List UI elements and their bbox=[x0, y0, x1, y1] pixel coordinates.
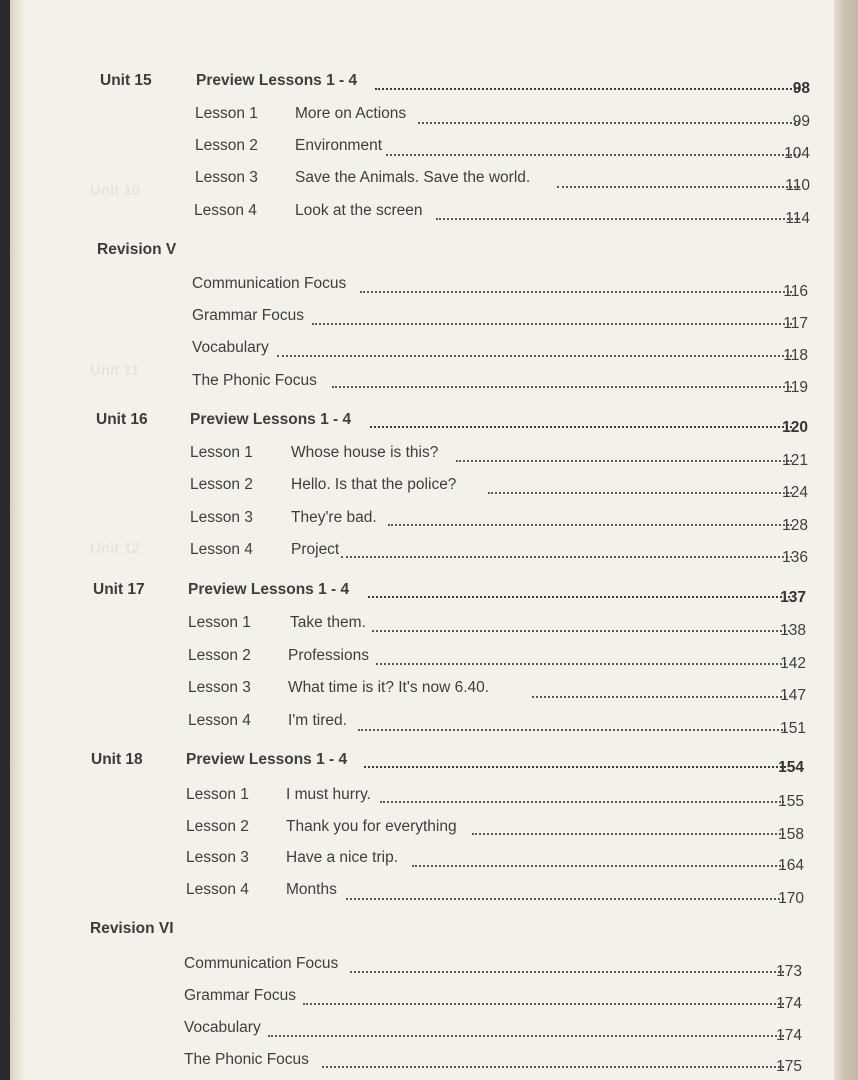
toc-entry-lesson[interactable] bbox=[0, 541, 858, 565]
lesson-title: I must hurry. bbox=[286, 786, 371, 803]
entry-title: Preview Lessons 1 - 4 bbox=[196, 72, 358, 89]
toc-entry-lesson[interactable] bbox=[0, 202, 858, 226]
lesson-title: Professions bbox=[288, 647, 369, 664]
lesson-title: Thank you for everything bbox=[286, 818, 457, 835]
toc-entry-lesson[interactable] bbox=[0, 786, 858, 810]
toc-entry-lesson[interactable] bbox=[0, 137, 858, 161]
dot-leader bbox=[376, 663, 786, 665]
dot-leader bbox=[350, 971, 784, 973]
lesson-title: Environment bbox=[295, 137, 383, 154]
lesson-title: Project bbox=[291, 541, 340, 558]
page-edge bbox=[10, 0, 24, 1080]
toc-entry-lesson[interactable] bbox=[0, 818, 858, 842]
toc-page bbox=[24, 0, 834, 1080]
dot-leader bbox=[488, 492, 792, 494]
page-number: 104 bbox=[784, 145, 810, 162]
page-number: 98 bbox=[792, 80, 810, 97]
dot-leader bbox=[388, 524, 792, 526]
lesson-title: Whose house is this? bbox=[291, 444, 439, 461]
revision-item-title: Communication Focus bbox=[192, 275, 347, 292]
dot-leader bbox=[277, 355, 792, 357]
page-number: 154 bbox=[778, 759, 804, 776]
lesson-label: Lesson 3 bbox=[188, 679, 251, 696]
page-number: 117 bbox=[783, 315, 808, 332]
revision-item-title: The Phonic Focus bbox=[192, 372, 317, 389]
dot-leader bbox=[360, 291, 792, 293]
lesson-title: What time is it? It's now 6.40. bbox=[288, 679, 490, 696]
dot-leader bbox=[557, 186, 800, 188]
lesson-title: Look at the screen bbox=[295, 202, 423, 219]
page-number: 164 bbox=[778, 857, 804, 874]
bleed-through-text: Unit 11 bbox=[90, 362, 140, 379]
bleed-through-text: Unit 10 bbox=[90, 182, 141, 199]
dot-leader bbox=[456, 460, 792, 462]
toc-entry-unit-15-preview[interactable] bbox=[0, 72, 858, 96]
toc-entry-lesson[interactable] bbox=[0, 881, 858, 905]
lesson-label: Lesson 3 bbox=[186, 849, 249, 866]
toc-entry-revision-item[interactable] bbox=[0, 339, 858, 363]
toc-entry-unit-16-preview[interactable] bbox=[0, 411, 858, 435]
unit-label: Unit 18 bbox=[91, 751, 143, 768]
page-number: 173 bbox=[776, 963, 802, 980]
page-number: 136 bbox=[782, 549, 808, 566]
dot-leader bbox=[372, 630, 790, 632]
revision-heading: Revision V bbox=[97, 241, 177, 258]
dot-leader bbox=[368, 596, 790, 598]
lesson-label: Lesson 2 bbox=[186, 818, 249, 835]
bleed-through-text: Unit 12 bbox=[90, 540, 141, 557]
lesson-label: Lesson 3 bbox=[190, 509, 253, 526]
revision-item-title: The Phonic Focus bbox=[184, 1051, 309, 1068]
toc-entry-lesson[interactable] bbox=[0, 679, 858, 703]
entry-title: Preview Lessons 1 - 4 bbox=[190, 411, 352, 428]
page-number: 170 bbox=[778, 890, 804, 907]
dot-leader bbox=[418, 122, 800, 124]
lesson-title: Hello. Is that the police? bbox=[291, 476, 457, 493]
lesson-title: Have a nice trip. bbox=[286, 849, 398, 866]
toc-entry-revision-item[interactable] bbox=[0, 987, 858, 1011]
page-number: 137 bbox=[780, 589, 806, 606]
dot-leader bbox=[341, 556, 792, 558]
lesson-label: Lesson 2 bbox=[190, 476, 253, 493]
page-number: 142 bbox=[780, 655, 806, 672]
lesson-label: Lesson 2 bbox=[188, 647, 251, 664]
revision-item-title: Vocabulary bbox=[184, 1019, 261, 1036]
toc-entry-lesson[interactable] bbox=[0, 476, 858, 500]
lesson-title: Save the Animals. Save the world. bbox=[295, 169, 531, 186]
page-number: 116 bbox=[783, 283, 808, 300]
dot-leader bbox=[358, 729, 786, 731]
dot-leader bbox=[472, 833, 784, 835]
toc-entry-revision-item[interactable] bbox=[0, 307, 858, 331]
page-right-shadow bbox=[834, 0, 858, 1080]
page-number: 158 bbox=[778, 826, 804, 843]
page-number: 174 bbox=[776, 1027, 802, 1044]
lesson-label: Lesson 2 bbox=[195, 137, 258, 154]
dot-leader bbox=[312, 323, 792, 325]
toc-entry-revision-item[interactable] bbox=[0, 1051, 858, 1075]
unit-label: Unit 17 bbox=[93, 581, 145, 598]
dot-leader bbox=[436, 218, 800, 220]
dot-leader bbox=[332, 386, 792, 388]
dot-leader bbox=[322, 1066, 784, 1068]
page-number: 124 bbox=[782, 484, 808, 501]
toc-entry-lesson[interactable] bbox=[0, 509, 858, 533]
dot-leader bbox=[370, 426, 792, 428]
page-number: 120 bbox=[782, 419, 808, 436]
page-number: 119 bbox=[783, 379, 808, 396]
dot-leader bbox=[386, 154, 800, 156]
page-number: 118 bbox=[783, 347, 808, 364]
toc-entry-lesson[interactable] bbox=[0, 647, 858, 671]
dot-leader bbox=[380, 801, 784, 803]
lesson-title: I'm tired. bbox=[288, 712, 347, 729]
page-number: 110 bbox=[785, 177, 810, 194]
revision-item-title: Vocabulary bbox=[192, 339, 269, 356]
page-number: 155 bbox=[778, 793, 804, 810]
revision-heading: Revision VI bbox=[90, 920, 174, 937]
page-number: 151 bbox=[780, 720, 806, 737]
page-number: 128 bbox=[782, 517, 808, 534]
toc-entry-lesson[interactable] bbox=[0, 169, 858, 193]
lesson-label: Lesson 1 bbox=[195, 105, 258, 122]
lesson-label: Lesson 4 bbox=[190, 541, 253, 558]
page-number: 174 bbox=[776, 995, 802, 1012]
entry-title: Preview Lessons 1 - 4 bbox=[188, 581, 350, 598]
unit-label: Unit 16 bbox=[96, 411, 148, 428]
lesson-label: Lesson 4 bbox=[188, 712, 251, 729]
page-number: 114 bbox=[785, 210, 810, 227]
lesson-label: Lesson 1 bbox=[188, 614, 251, 631]
revision-item-title: Communication Focus bbox=[184, 955, 339, 972]
lesson-label: Lesson 4 bbox=[194, 202, 257, 219]
toc-entry-lesson[interactable] bbox=[0, 444, 858, 468]
toc-entry-lesson[interactable] bbox=[0, 712, 858, 736]
page-number: 175 bbox=[776, 1058, 802, 1075]
toc-entry-revision-item[interactable] bbox=[0, 275, 858, 299]
book-spine bbox=[0, 0, 10, 1080]
dot-leader bbox=[532, 696, 786, 698]
entry-title: Preview Lessons 1 - 4 bbox=[186, 751, 348, 768]
lesson-label: Lesson 3 bbox=[195, 169, 258, 186]
lesson-title: They're bad. bbox=[291, 509, 377, 526]
dot-leader bbox=[303, 1003, 784, 1005]
dot-leader bbox=[346, 898, 784, 900]
revision-item-title: Grammar Focus bbox=[192, 307, 304, 324]
revision-item-title: Grammar Focus bbox=[184, 987, 296, 1004]
toc-entry-lesson[interactable] bbox=[0, 105, 858, 129]
dot-leader bbox=[364, 766, 786, 768]
lesson-title: More on Actions bbox=[295, 105, 407, 122]
page-number: 99 bbox=[792, 113, 810, 130]
toc-entry-revision-item[interactable] bbox=[0, 1019, 858, 1043]
lesson-title: Take them. bbox=[290, 614, 366, 631]
dot-leader bbox=[412, 865, 784, 867]
lesson-title: Months bbox=[286, 881, 337, 898]
lesson-label: Lesson 1 bbox=[186, 786, 249, 803]
toc-entry-revision-item[interactable] bbox=[0, 955, 858, 979]
toc-entry-unit-17-preview[interactable] bbox=[0, 581, 858, 605]
toc-entry-revision-item[interactable] bbox=[0, 372, 858, 396]
lesson-label: Lesson 1 bbox=[190, 444, 253, 461]
toc-entry-unit-18-preview[interactable] bbox=[0, 751, 858, 775]
unit-label: Unit 15 bbox=[100, 72, 152, 89]
page-number: 121 bbox=[782, 452, 808, 469]
dot-leader bbox=[375, 88, 800, 90]
toc-entry-lesson[interactable] bbox=[0, 849, 858, 873]
lesson-label: Lesson 4 bbox=[186, 881, 249, 898]
dot-leader bbox=[268, 1035, 784, 1037]
page-number: 147 bbox=[780, 687, 806, 704]
page-number: 138 bbox=[780, 622, 806, 639]
toc-entry-lesson[interactable] bbox=[0, 614, 858, 638]
